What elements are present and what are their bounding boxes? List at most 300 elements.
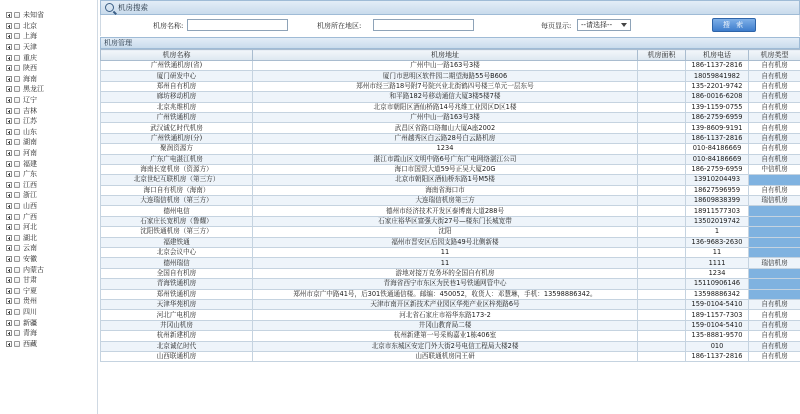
expand-plus-icon[interactable] [6, 23, 12, 29]
table-row[interactable] [101, 279, 800, 289]
cell-name: 聚润资源方 [101, 144, 253, 154]
cell-type: 自有机房 [749, 61, 800, 71]
cell-type [749, 216, 800, 226]
cell-address: 青海省西宁市东区为民巷1号铁通网管中心 [253, 279, 638, 289]
node-icon [14, 129, 20, 135]
node-icon [14, 309, 20, 315]
tree-item[interactable] [0, 148, 97, 159]
cell-type [749, 175, 800, 185]
expand-plus-icon[interactable] [6, 97, 12, 103]
tree-item[interactable] [0, 10, 97, 21]
cell-address: 福州市晋安区后园支路49号北侧新楼 [253, 237, 638, 247]
tree-item-label: 安徽 [23, 254, 37, 263]
cell-phone: 010-84186669 [686, 144, 749, 154]
tree-item[interactable] [0, 264, 97, 275]
cell-name: 郑州铁通机房 [101, 289, 253, 299]
tree-item-label: 浙江 [23, 191, 37, 200]
cell-address: 北京市朝阳区酒仙桥路14号兆维工业园区D区1楼 [253, 102, 638, 112]
cell-name: 北京兆维机房 [101, 102, 253, 112]
expand-plus-icon[interactable] [6, 171, 12, 177]
cell-area [638, 216, 686, 226]
table-row[interactable] [101, 133, 800, 143]
node-icon [14, 65, 20, 71]
cell-type: 自有机房 [749, 71, 800, 81]
cell-type: 自有机房 [749, 185, 800, 195]
tree-item-label: 江苏 [23, 117, 37, 126]
cell-type: 自有机房 [749, 154, 800, 164]
cell-type: 中信机房 [749, 164, 800, 174]
cell-address: 游地对接万克务坏的全国自有机房 [253, 268, 638, 278]
expand-plus-icon[interactable] [6, 288, 12, 294]
tree-item[interactable] [0, 42, 97, 53]
table-row[interactable] [101, 61, 800, 71]
cell-name: 青海铁通机房 [101, 279, 253, 289]
cell-type: 自有机房 [749, 102, 800, 112]
node-icon [14, 161, 20, 167]
expand-plus-icon[interactable] [6, 33, 12, 39]
cell-address: 广州中山一路163号3楼 [253, 112, 638, 122]
cell-type: 自有机房 [749, 299, 800, 309]
cell-name: 天津华苑机房 [101, 299, 253, 309]
tree-item[interactable] [0, 232, 97, 243]
tree-item-label: 新疆 [23, 318, 37, 327]
cell-phone: 13502019742 [686, 216, 749, 226]
node-icon [14, 182, 20, 188]
expand-plus-icon[interactable] [6, 267, 12, 273]
node-icon [14, 23, 20, 29]
cell-type: 瑞信机房 [749, 196, 800, 206]
cell-phone: 136-9683-2630 [686, 237, 749, 247]
cell-area [638, 258, 686, 268]
table-row[interactable] [101, 123, 800, 133]
cell-address: 武昌区省路口珞珈山大厦A座2002 [253, 123, 638, 133]
cell-name: 井冈山机房 [101, 320, 253, 330]
cell-area [638, 102, 686, 112]
cell-name: 全国自有机房 [101, 268, 253, 278]
table-row[interactable] [101, 196, 800, 206]
cell-name: 河北广电机房 [101, 310, 253, 320]
column-header-address[interactable]: 机房地址 [253, 50, 638, 61]
room-region-input[interactable] [373, 19, 474, 31]
expand-plus-icon[interactable] [6, 55, 12, 61]
cell-name: 大连瑞信机房（第三方） [101, 196, 253, 206]
search-button[interactable]: 搜 索 [712, 18, 756, 32]
expand-plus-icon[interactable] [6, 235, 12, 241]
expand-plus-icon[interactable] [6, 330, 12, 336]
cell-area [638, 279, 686, 289]
column-header-type[interactable]: 机房类型 [749, 50, 800, 61]
cell-name: 福建铁通 [101, 237, 253, 247]
cell-area [638, 320, 686, 330]
main-content [100, 0, 800, 414]
tree-item-label: 宁夏 [23, 286, 37, 295]
cell-name: 武汉诚亿时代机房 [101, 123, 253, 133]
table-row[interactable] [101, 289, 800, 299]
cell-address: 石家庄裕华区富强大街27号—楼东门长城宽带 [253, 216, 638, 226]
expand-plus-icon[interactable] [6, 309, 12, 315]
cell-name: 海口自有机房（海南） [101, 185, 253, 195]
node-icon [14, 330, 20, 336]
table-row[interactable] [101, 71, 800, 81]
cell-address: 杭州新建第一号采购嘉业1栋406室 [253, 331, 638, 341]
table-row[interactable] [101, 331, 800, 341]
cell-area [638, 71, 686, 81]
tree-item-label: 广东 [23, 170, 37, 179]
cell-name: 北京会议中心 [101, 248, 253, 258]
node-icon [14, 86, 20, 92]
cell-area [638, 112, 686, 122]
cell-name: 山西联通机房 [101, 351, 253, 361]
room-name-label: 机房名称: [153, 22, 184, 30]
expand-plus-icon[interactable] [6, 44, 12, 50]
cell-type: 自有机房 [749, 341, 800, 351]
tree-item-label: 湖北 [23, 233, 37, 242]
cell-area [638, 61, 686, 71]
cell-type [749, 279, 800, 289]
cell-area [638, 196, 686, 206]
page-size-label: 每页显示: [541, 22, 572, 30]
cell-name: 广州铁通机房(分) [101, 133, 253, 143]
tree-item-label: 黑龙江 [23, 85, 44, 94]
tree-item-label: 广西 [23, 212, 37, 221]
column-header-phone[interactable]: 机房电话 [686, 50, 749, 61]
cell-address: 河北省石家庄市裕华东路173-2 [253, 310, 638, 320]
cell-address: 郑州市经三路18号附7号院兴业北街鹤四号楼三单元一层东号 [253, 81, 638, 91]
cell-type [749, 268, 800, 278]
tree-item-label: 海南 [23, 74, 37, 83]
tree-item[interactable] [0, 211, 97, 222]
expand-plus-icon[interactable] [6, 320, 12, 326]
cell-address: 海口市国贸大道59号正吴大厦20G [253, 164, 638, 174]
expand-plus-icon[interactable] [6, 256, 12, 262]
table-row[interactable] [101, 216, 800, 226]
cell-area [638, 341, 686, 351]
cell-area [638, 299, 686, 309]
cell-area [638, 185, 686, 195]
expand-plus-icon[interactable] [6, 214, 12, 220]
cell-phone: 13598886342 [686, 289, 749, 299]
tree-item-label: 吉林 [23, 106, 37, 115]
cell-area [638, 154, 686, 164]
cell-type: 自有机房 [749, 92, 800, 102]
cell-address: 海南省海口市 [253, 185, 638, 195]
cell-name: 沈阳铁通机房（第三方） [101, 227, 253, 237]
cell-phone: 135-2201-9742 [686, 81, 749, 91]
cell-type: 自有机房 [749, 123, 800, 133]
tree-item-label: 甘肃 [23, 276, 37, 285]
tree-item[interactable] [0, 180, 97, 191]
node-icon [14, 224, 20, 230]
tree-item[interactable] [0, 74, 97, 85]
cell-address: 大连瑞信机房第三方 [253, 196, 638, 206]
cell-area [638, 331, 686, 341]
expand-plus-icon[interactable] [6, 118, 12, 124]
cell-name: 厦门研发中心 [101, 71, 253, 81]
tree-item[interactable] [0, 84, 97, 95]
column-header-area[interactable]: 机房面积 [638, 50, 686, 61]
cell-area [638, 206, 686, 216]
expand-plus-icon[interactable] [6, 139, 12, 145]
tree-item[interactable] [0, 105, 97, 116]
table-row[interactable] [101, 112, 800, 122]
page-size-selected: --请选择-- [581, 21, 613, 29]
tree-item[interactable] [0, 201, 97, 212]
cell-type: 自有机房 [749, 112, 800, 122]
tree-item-label: 湖南 [23, 138, 37, 147]
expand-plus-icon[interactable] [6, 86, 12, 92]
cell-phone: 18911577303 [686, 206, 749, 216]
cell-type [749, 237, 800, 247]
tree-item[interactable] [0, 296, 97, 307]
table-row[interactable] [101, 310, 800, 320]
cell-phone: 186-2759-6959 [686, 112, 749, 122]
node-icon [14, 150, 20, 156]
node-icon [14, 33, 20, 39]
cell-area [638, 268, 686, 278]
expand-plus-icon[interactable] [6, 341, 12, 347]
table-row[interactable] [101, 258, 800, 268]
cell-area [638, 123, 686, 133]
table-row[interactable] [101, 154, 800, 164]
tree-item[interactable] [0, 285, 97, 296]
table-row[interactable] [101, 237, 800, 247]
page-size-select[interactable] [577, 19, 631, 31]
expand-plus-icon[interactable] [6, 245, 12, 251]
tree-item-label: 河南 [23, 149, 37, 158]
cell-address: 沈阳 [253, 227, 638, 237]
tree-item[interactable] [0, 52, 97, 63]
tree-item-label: 内蒙古 [23, 265, 44, 274]
tree-item[interactable] [0, 116, 97, 127]
cell-type [749, 289, 800, 299]
tree-item-label: 江西 [23, 180, 37, 189]
tree-item[interactable] [0, 63, 97, 74]
cell-phone: 186-1137-2816 [686, 351, 749, 361]
cell-name: 德州瑞信 [101, 258, 253, 268]
cell-name: 广州铁通机房 [101, 112, 253, 122]
cell-phone: 18059841982 [686, 71, 749, 81]
node-icon [14, 97, 20, 103]
cell-name: 石家庄长宽机房（鲁耀） [101, 216, 253, 226]
table-row[interactable] [101, 341, 800, 351]
cell-name: 杭州新建机房 [101, 331, 253, 341]
node-icon [14, 267, 20, 273]
expand-plus-icon[interactable] [6, 298, 12, 304]
tree-item[interactable] [0, 328, 97, 339]
node-icon [14, 171, 20, 177]
cell-phone: 11 [686, 248, 749, 258]
cell-address: 湛江市霞山区文明中路6号广东广电网络湛江公司 [253, 154, 638, 164]
node-icon [14, 235, 20, 241]
tree-item-label: 重庆 [23, 53, 37, 62]
tree-item-label: 山东 [23, 127, 37, 136]
cell-area [638, 92, 686, 102]
tree-item-label: 云南 [23, 244, 37, 253]
cell-name: 北京世纪互联机房（第三方） [101, 175, 253, 185]
cell-phone: 186-1137-2816 [686, 133, 749, 143]
cell-area [638, 289, 686, 299]
cell-address: 北京市朝阳区酒仙桥东路1号M5楼 [253, 175, 638, 185]
cell-type: 自有机房 [749, 81, 800, 91]
cell-name: 海南长宽机房（资源方） [101, 164, 253, 174]
cell-area [638, 81, 686, 91]
tree-item-label: 河北 [23, 223, 37, 232]
tree-item[interactable] [0, 307, 97, 318]
node-icon [14, 118, 20, 124]
tree-item[interactable] [0, 95, 97, 106]
table-row[interactable] [101, 206, 800, 216]
cell-name: 廊坊移动机房 [101, 92, 253, 102]
cell-phone: 1234 [686, 268, 749, 278]
tree-item-label: 西藏 [23, 339, 37, 348]
cell-type: 瑞信机房 [749, 258, 800, 268]
expand-plus-icon[interactable] [6, 161, 12, 167]
cell-address: 郑州市京广中路41号，后301铁通通信楼。邮编：450052，收货人：邓慧琳，手机：13598886342。 [253, 289, 638, 299]
table-row[interactable] [101, 102, 800, 112]
node-icon [14, 341, 20, 347]
cell-phone: 18609838399 [686, 196, 749, 206]
table-row[interactable] [101, 175, 800, 185]
node-icon [14, 320, 20, 326]
tree-item-label: 未知省 [23, 11, 44, 20]
table-row[interactable] [101, 81, 800, 91]
tree-item-label: 北京 [23, 21, 37, 30]
cell-address: 广州越秀区白云路28号白云路机房 [253, 133, 638, 143]
cell-phone: 13910204493 [686, 175, 749, 185]
expand-plus-icon[interactable] [6, 203, 12, 209]
cell-area [638, 351, 686, 361]
table-row[interactable] [101, 320, 800, 330]
cell-type: 自有机房 [749, 133, 800, 143]
expand-plus-icon[interactable] [6, 277, 12, 283]
node-icon [14, 203, 20, 209]
cell-area [638, 175, 686, 185]
cell-area [638, 144, 686, 154]
node-icon [14, 288, 20, 294]
tree-item-label: 福建 [23, 159, 37, 168]
cell-address: 广州中山一路163号3楼 [253, 61, 638, 71]
expand-plus-icon[interactable] [6, 108, 12, 114]
table-row[interactable] [101, 164, 800, 174]
tree-item[interactable] [0, 317, 97, 328]
tree-item[interactable] [0, 190, 97, 201]
cell-phone: 159-0104-5410 [686, 320, 749, 330]
table-row[interactable] [101, 248, 800, 258]
tree-item-label: 山西 [23, 201, 37, 210]
cell-phone: 186-0016-6208 [686, 92, 749, 102]
tree-item[interactable] [0, 21, 97, 32]
cell-area [638, 133, 686, 143]
node-icon [14, 108, 20, 114]
table-row[interactable] [101, 185, 800, 195]
tree-item-label: 天津 [23, 43, 37, 52]
cell-name: 广东广电湛江机房 [101, 154, 253, 164]
node-icon [14, 12, 20, 18]
cell-phone: 1 [686, 227, 749, 237]
search-panel-header [100, 0, 800, 15]
table-row[interactable] [101, 351, 800, 361]
tree-item[interactable] [0, 338, 97, 349]
node-icon [14, 192, 20, 198]
search-panel-title: 机房搜索 [118, 3, 148, 12]
cell-type [749, 227, 800, 237]
expand-plus-icon[interactable] [6, 65, 12, 71]
table-row[interactable] [101, 268, 800, 278]
cell-type: 自有机房 [749, 310, 800, 320]
cell-type [749, 206, 800, 216]
node-icon [14, 256, 20, 262]
expand-plus-icon[interactable] [6, 129, 12, 135]
cell-address: 11 [253, 258, 638, 268]
expand-plus-icon[interactable] [6, 76, 12, 82]
search-icon [105, 3, 114, 12]
cell-phone: 186-1137-2816 [686, 61, 749, 71]
tree-item[interactable] [0, 222, 97, 233]
table-row[interactable] [101, 299, 800, 309]
expand-plus-icon[interactable] [6, 12, 12, 18]
cell-phone: 186-2759-6959 [686, 164, 749, 174]
tree-item-label: 四川 [23, 307, 37, 316]
tree-item[interactable] [0, 275, 97, 286]
cell-address: 北京市东城区安定门外大街2号电信工程局大楼2楼 [253, 341, 638, 351]
cell-area [638, 237, 686, 247]
table-row[interactable] [101, 227, 800, 237]
cell-type: 自有机房 [749, 320, 800, 330]
expand-plus-icon[interactable] [6, 182, 12, 188]
cell-name: 广州铁通机房(省) [101, 61, 253, 71]
chevron-down-icon [621, 23, 627, 27]
column-header-name[interactable]: 机房名称 [101, 50, 253, 61]
tree-item[interactable] [0, 254, 97, 265]
cell-area [638, 248, 686, 258]
cell-address: 1234 [253, 144, 638, 154]
cell-phone: 139-1159-0755 [686, 102, 749, 112]
tree-item-label: 青海 [23, 329, 37, 338]
expand-plus-icon[interactable] [6, 224, 12, 230]
expand-plus-icon[interactable] [6, 150, 12, 156]
expand-plus-icon[interactable] [6, 192, 12, 198]
cell-phone: 010 [686, 341, 749, 351]
cell-type: 自有机房 [749, 331, 800, 341]
cell-phone: 135-8881-9570 [686, 331, 749, 341]
tree-item-label: 上海 [23, 32, 37, 41]
tree-item[interactable] [0, 169, 97, 180]
tree-item[interactable] [0, 31, 97, 42]
room-name-input[interactable] [187, 19, 288, 31]
room-region-label: 机房所在地区: [317, 22, 362, 30]
cell-address: 德州市经济技术开发区泰博南大道288号 [253, 206, 638, 216]
cell-phone: 189-1157-7303 [686, 310, 749, 320]
tree-item[interactable] [0, 137, 97, 148]
tree-item[interactable] [0, 158, 97, 169]
cell-phone: 15110906146 [686, 279, 749, 289]
cell-area [638, 310, 686, 320]
tree-item[interactable] [0, 243, 97, 254]
node-icon [14, 44, 20, 50]
table-row[interactable] [101, 92, 800, 102]
cell-address: 和平路182号移动通信大厦3楼5楼7楼 [253, 92, 638, 102]
manager-panel-header [100, 37, 800, 49]
tree-item-label: 贵州 [23, 297, 37, 306]
room-table [100, 49, 800, 362]
cell-phone: 139-8609-9191 [686, 123, 749, 133]
cell-type: 自有机房 [749, 351, 800, 361]
table-row[interactable] [101, 144, 800, 154]
cell-phone: 159-0104-5410 [686, 299, 749, 309]
tree-item[interactable] [0, 127, 97, 138]
node-icon [14, 298, 20, 304]
cell-name: 北京诚亿时代 [101, 341, 253, 351]
